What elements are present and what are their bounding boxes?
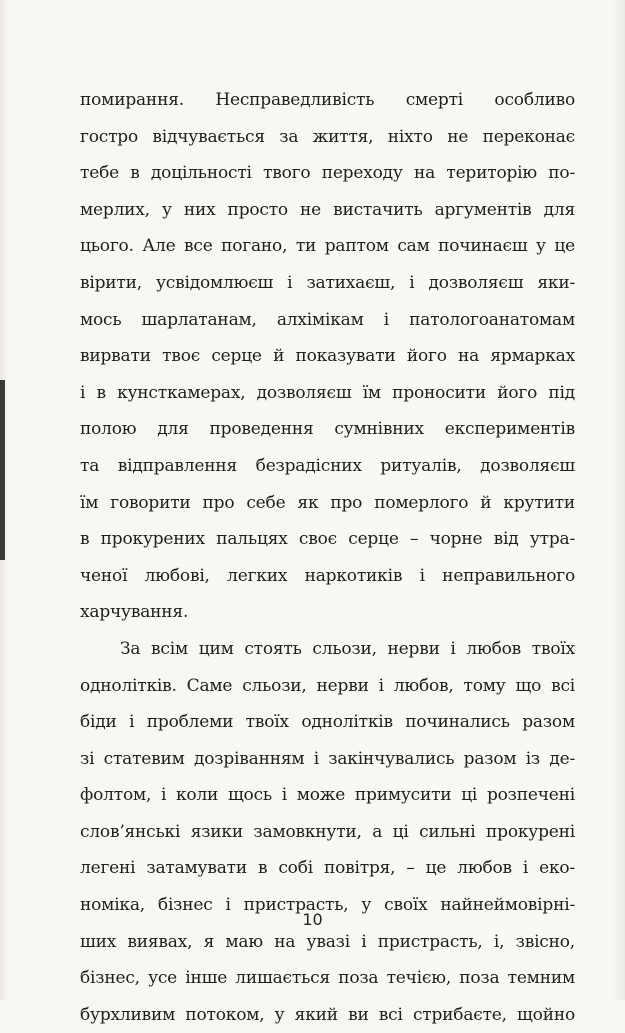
text-line: гостро відчувається за життя, ніхто не переконає	[80, 126, 575, 147]
text-line: фолтом, і коли щось і може примусити ці розпечені	[80, 785, 575, 806]
text-line: помирання. Несправедливість смерті особливо	[80, 90, 575, 110]
text-line: в прокурених пальцях своє серце – чорне від утра-	[80, 529, 575, 550]
text-line: однолітків. Саме сльози, нерви і любов, тому що всі	[80, 675, 575, 696]
page-text	[80, 82, 575, 1033]
text-line: тебе в доцільності твого переходу на територію по-	[80, 163, 575, 184]
text-line: їм говорити про себе як про померлого й крутити	[80, 492, 575, 513]
text-line: і в кунсткамерах, дозволяєш їм проносити його під	[80, 382, 575, 403]
text-line: та відправлення безрадісних ритуалів, дозволяєш	[80, 455, 575, 476]
text-line: полою для проведення сумнівних експериментів	[80, 419, 575, 440]
text-line: біди і проблеми твоїх однолітків починались разом	[80, 712, 575, 733]
page-edge-shadow	[0, 380, 5, 560]
text-line: бізнес, усе інше лишається поза течією, поза темним	[80, 968, 575, 989]
text-line: слов’янські язики замовкнути, а ці сильні прокурені	[80, 821, 575, 842]
page-number: 10	[302, 910, 323, 929]
text-line: легені затамувати в собі повітря, – це любов і еко-	[80, 858, 575, 879]
text-line: зі статевим дозріванням і закінчувались разом із де-	[80, 748, 575, 769]
paragraph-first-line: За всім цим стоять сльози, нерви і любов твоїх	[120, 638, 575, 659]
text-line: ших виявах, я маю на увазі і пристрасть, і, звісно,	[80, 931, 575, 952]
text-line: ченої любові, легких наркотиків і неправильного	[80, 565, 575, 586]
text-line: мось шарлатанам, алхімікам і патологоанатомам	[80, 309, 575, 330]
text-line: вирвати твоє серце й показувати його на ярмарках	[80, 346, 575, 367]
text-line: цього. Але все погано, ти раптом сам починаєш у це	[80, 236, 575, 257]
text-line: номіка, бізнес і пристрасть, у своїх найнеймовірні-	[80, 895, 575, 916]
text-line: харчування.	[80, 602, 189, 623]
text-line: бурхливим потоком, у який ви всі стрибаєте, щойно	[80, 1004, 575, 1025]
text-line: мерлих, у них просто не вистачить аргументів для	[80, 199, 575, 220]
text-line: вірити, усвідомлюєш і затихаєш, і дозволяєш яки-	[80, 272, 575, 293]
